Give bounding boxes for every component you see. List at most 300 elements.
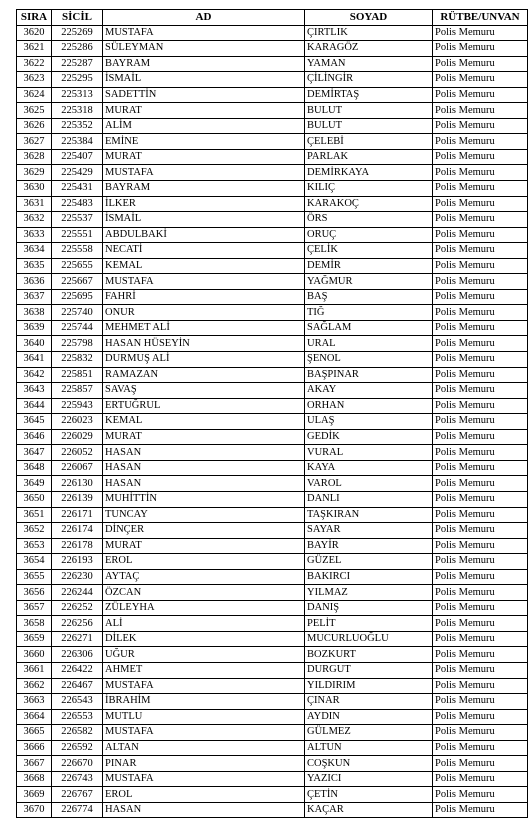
cell-sicil: 225655 [52,258,103,274]
cell-sicil: 226774 [52,802,103,818]
table-row [17,600,528,616]
cell-sicil: 226171 [52,507,103,523]
cell-sicil: 226052 [52,445,103,461]
cell-rutbe: Polis Memuru [433,305,528,321]
cell-ad: MUHİTTİN [103,491,305,507]
cell-sicil: 226592 [52,740,103,756]
cell-sicil: 226193 [52,554,103,570]
cell-rutbe: Polis Memuru [433,662,528,678]
cell-soyad: YAMAN [305,56,433,72]
cell-soyad: YILDIRIM [305,678,433,694]
cell-rutbe: Polis Memuru [433,554,528,570]
cell-sicil: 226029 [52,429,103,445]
cell-soyad: ORHAN [305,398,433,414]
cell-soyad: ÇETİN [305,787,433,803]
cell-rutbe: Polis Memuru [433,367,528,383]
cell-soyad: BULUT [305,118,433,134]
cell-sira: 3639 [17,320,52,336]
table-row [17,227,528,243]
table-row [17,740,528,756]
cell-soyad: BAKIRCI [305,569,433,585]
table-row [17,212,528,228]
cell-soyad: GÜZEL [305,554,433,570]
table-row [17,631,528,647]
cell-rutbe: Polis Memuru [433,476,528,492]
cell-sira: 3659 [17,631,52,647]
cell-rutbe: Polis Memuru [433,787,528,803]
cell-ad: BAYRAM [103,181,305,197]
cell-sicil: 226422 [52,662,103,678]
cell-soyad: YAZICI [305,771,433,787]
cell-sira: 3622 [17,56,52,72]
table-row [17,414,528,430]
cell-rutbe: Polis Memuru [433,87,528,103]
cell-sicil: 226178 [52,538,103,554]
cell-soyad: PELİT [305,616,433,632]
cell-ad: MUSTAFA [103,771,305,787]
column-header-ad: AD [103,10,305,26]
cell-sira: 3664 [17,709,52,725]
cell-sira: 3669 [17,787,52,803]
cell-sira: 3657 [17,600,52,616]
cell-soyad: URAL [305,336,433,352]
cell-sicil: 226023 [52,414,103,430]
cell-rutbe: Polis Memuru [433,320,528,336]
cell-ad: MUSTAFA [103,25,305,41]
cell-rutbe: Polis Memuru [433,445,528,461]
table-row [17,367,528,383]
cell-sira: 3651 [17,507,52,523]
table-row [17,460,528,476]
cell-soyad: KARAGÖZ [305,41,433,57]
cell-rutbe: Polis Memuru [433,694,528,710]
cell-rutbe: Polis Memuru [433,289,528,305]
cell-ad: HASAN [103,802,305,818]
cell-sicil: 226067 [52,460,103,476]
cell-soyad: AKAY [305,383,433,399]
cell-sira: 3647 [17,445,52,461]
cell-sira: 3645 [17,414,52,430]
cell-ad: DURMUŞ ALİ [103,352,305,368]
cell-ad: SADETTİN [103,87,305,103]
cell-sicil: 226543 [52,694,103,710]
cell-sicil: 225832 [52,352,103,368]
cell-sira: 3625 [17,103,52,119]
column-header-soyad: SOYAD [305,10,433,26]
cell-ad: BAYRAM [103,56,305,72]
cell-sicil: 226582 [52,725,103,741]
cell-sicil: 225943 [52,398,103,414]
column-header-rutbe: RÜTBE/UNVAN [433,10,528,26]
cell-rutbe: Polis Memuru [433,336,528,352]
cell-soyad: KARAKOÇ [305,196,433,212]
cell-sira: 3636 [17,274,52,290]
cell-sira: 3644 [17,398,52,414]
cell-ad: MUSTAFA [103,274,305,290]
cell-sicil: 225431 [52,181,103,197]
cell-sira: 3624 [17,87,52,103]
cell-ad: SAVAŞ [103,383,305,399]
cell-soyad: YAĞMUR [305,274,433,290]
cell-rutbe: Polis Memuru [433,647,528,663]
cell-sicil: 225407 [52,149,103,165]
cell-ad: EROL [103,787,305,803]
table-row [17,398,528,414]
cell-ad: MURAT [103,429,305,445]
cell-soyad: GÜLMEZ [305,725,433,741]
table-row [17,787,528,803]
cell-soyad: DURGUT [305,662,433,678]
cell-ad: KEMAL [103,258,305,274]
table-header [17,10,528,26]
cell-ad: PINAR [103,756,305,772]
cell-rutbe: Polis Memuru [433,352,528,368]
table-row [17,709,528,725]
cell-soyad: KAÇAR [305,802,433,818]
table-row [17,476,528,492]
cell-sicil: 225551 [52,227,103,243]
table-row [17,25,528,41]
cell-sira: 3668 [17,771,52,787]
cell-sira: 3666 [17,740,52,756]
cell-ad: MEHMET ALİ [103,320,305,336]
cell-sira: 3635 [17,258,52,274]
cell-soyad: DANIŞ [305,600,433,616]
table-row [17,616,528,632]
cell-soyad: KAYA [305,460,433,476]
cell-soyad: ÇİLİNGİR [305,72,433,88]
cell-sicil: 225667 [52,274,103,290]
cell-sicil: 225295 [52,72,103,88]
cell-ad: MURAT [103,538,305,554]
cell-rutbe: Polis Memuru [433,118,528,134]
cell-sira: 3660 [17,647,52,663]
cell-ad: ÖZCAN [103,585,305,601]
cell-soyad: ALTUN [305,740,433,756]
cell-sira: 3630 [17,181,52,197]
cell-soyad: TAŞKIRAN [305,507,433,523]
table-row [17,538,528,554]
cell-rutbe: Polis Memuru [433,771,528,787]
cell-rutbe: Polis Memuru [433,709,528,725]
cell-sicil: 225384 [52,134,103,150]
table-row [17,523,528,539]
cell-sira: 3663 [17,694,52,710]
table-row [17,274,528,290]
cell-sira: 3654 [17,554,52,570]
cell-ad: MUSTAFA [103,165,305,181]
cell-ad: İBRAHİM [103,694,305,710]
cell-sicil: 225287 [52,56,103,72]
cell-soyad: BAŞ [305,289,433,305]
cell-soyad: ŞENOL [305,352,433,368]
cell-sira: 3637 [17,289,52,305]
cell-sira: 3628 [17,149,52,165]
cell-ad: NECATİ [103,243,305,259]
table-row [17,383,528,399]
cell-rutbe: Polis Memuru [433,243,528,259]
cell-rutbe: Polis Memuru [433,181,528,197]
table-row [17,802,528,818]
cell-sicil: 225313 [52,87,103,103]
cell-ad: EROL [103,554,305,570]
cell-ad: HASAN [103,460,305,476]
cell-sira: 3662 [17,678,52,694]
cell-ad: AYTAÇ [103,569,305,585]
table-row [17,87,528,103]
cell-soyad: TIĞ [305,305,433,321]
cell-sicil: 225851 [52,367,103,383]
cell-rutbe: Polis Memuru [433,600,528,616]
cell-sicil: 225318 [52,103,103,119]
cell-ad: ALİM [103,118,305,134]
cell-sira: 3629 [17,165,52,181]
cell-soyad: ÇINAR [305,694,433,710]
cell-sira: 3665 [17,725,52,741]
cell-sira: 3646 [17,429,52,445]
cell-rutbe: Polis Memuru [433,740,528,756]
cell-rutbe: Polis Memuru [433,56,528,72]
cell-rutbe: Polis Memuru [433,585,528,601]
cell-sira: 3641 [17,352,52,368]
cell-soyad: VAROL [305,476,433,492]
table-row [17,134,528,150]
cell-ad: DİNÇER [103,523,305,539]
cell-soyad: MUCURLUOĞLU [305,631,433,647]
cell-sira: 3633 [17,227,52,243]
cell-sicil: 225558 [52,243,103,259]
table-row [17,72,528,88]
cell-ad: İLKER [103,196,305,212]
table-row [17,196,528,212]
cell-rutbe: Polis Memuru [433,72,528,88]
cell-sira: 3620 [17,25,52,41]
cell-soyad: SAĞLAM [305,320,433,336]
cell-soyad: ÇIRTLIK [305,25,433,41]
cell-ad: AHMET [103,662,305,678]
cell-rutbe: Polis Memuru [433,149,528,165]
cell-soyad: ORUÇ [305,227,433,243]
cell-sicil: 225857 [52,383,103,399]
table-row [17,149,528,165]
cell-rutbe: Polis Memuru [433,523,528,539]
cell-sicil: 226467 [52,678,103,694]
cell-sira: 3648 [17,460,52,476]
cell-sicil: 225483 [52,196,103,212]
table-row [17,41,528,57]
cell-sicil: 226670 [52,756,103,772]
table-row [17,258,528,274]
table-row [17,118,528,134]
table-row [17,569,528,585]
cell-soyad: ÇELEBİ [305,134,433,150]
cell-rutbe: Polis Memuru [433,491,528,507]
cell-rutbe: Polis Memuru [433,25,528,41]
cell-soyad: ULAŞ [305,414,433,430]
cell-rutbe: Polis Memuru [433,103,528,119]
cell-sira: 3658 [17,616,52,632]
cell-sira: 3640 [17,336,52,352]
table-row [17,181,528,197]
cell-soyad: BOZKURT [305,647,433,663]
cell-ad: MURAT [103,103,305,119]
cell-sicil: 226130 [52,476,103,492]
table-row [17,585,528,601]
cell-ad: TUNCAY [103,507,305,523]
cell-sira: 3643 [17,383,52,399]
cell-ad: KEMAL [103,414,305,430]
table-row [17,554,528,570]
cell-ad: ERTUĞRUL [103,398,305,414]
column-header-sira: SIRA [17,10,52,26]
cell-soyad: SAYAR [305,523,433,539]
cell-rutbe: Polis Memuru [433,196,528,212]
cell-sicil: 226256 [52,616,103,632]
cell-ad: UĞUR [103,647,305,663]
table-row [17,507,528,523]
cell-ad: ONUR [103,305,305,321]
cell-sira: 3653 [17,538,52,554]
cell-rutbe: Polis Memuru [433,258,528,274]
cell-rutbe: Polis Memuru [433,460,528,476]
table-row [17,352,528,368]
table-row [17,771,528,787]
personnel-table [16,9,528,818]
cell-rutbe: Polis Memuru [433,429,528,445]
table-row [17,445,528,461]
cell-sicil: 225286 [52,41,103,57]
cell-rutbe: Polis Memuru [433,134,528,150]
cell-ad: FAHRİ [103,289,305,305]
cell-soyad: ÇELİK [305,243,433,259]
cell-sicil: 226252 [52,600,103,616]
cell-rutbe: Polis Memuru [433,631,528,647]
cell-ad: MURAT [103,149,305,165]
cell-rutbe: Polis Memuru [433,616,528,632]
cell-sicil: 225695 [52,289,103,305]
cell-rutbe: Polis Memuru [433,569,528,585]
cell-sicil: 226230 [52,569,103,585]
table-row [17,647,528,663]
cell-rutbe: Polis Memuru [433,802,528,818]
table-row [17,678,528,694]
cell-sicil: 226553 [52,709,103,725]
cell-ad: ABDULBAKİ [103,227,305,243]
cell-rutbe: Polis Memuru [433,756,528,772]
table-row [17,694,528,710]
cell-sicil: 225269 [52,25,103,41]
header-row [17,10,528,26]
table-row [17,243,528,259]
cell-sicil: 226174 [52,523,103,539]
table-row [17,56,528,72]
cell-ad: HASAN [103,445,305,461]
cell-sicil: 226306 [52,647,103,663]
cell-sira: 3632 [17,212,52,228]
cell-ad: MUSTAFA [103,725,305,741]
cell-sira: 3634 [17,243,52,259]
table-row [17,336,528,352]
cell-ad: DİLEK [103,631,305,647]
cell-sicil: 226271 [52,631,103,647]
cell-sira: 3667 [17,756,52,772]
cell-ad: HASAN HÜSEYİN [103,336,305,352]
cell-rutbe: Polis Memuru [433,165,528,181]
cell-rutbe: Polis Memuru [433,398,528,414]
cell-soyad: GEDİK [305,429,433,445]
cell-sicil: 226767 [52,787,103,803]
cell-ad: ALTAN [103,740,305,756]
cell-soyad: DANLI [305,491,433,507]
cell-ad: ALİ [103,616,305,632]
cell-ad: EMİNE [103,134,305,150]
cell-sicil: 226244 [52,585,103,601]
cell-rutbe: Polis Memuru [433,725,528,741]
cell-sira: 3650 [17,491,52,507]
table-row [17,289,528,305]
cell-sira: 3655 [17,569,52,585]
cell-soyad: BULUT [305,103,433,119]
table-row [17,165,528,181]
cell-sicil: 225744 [52,320,103,336]
table-row [17,429,528,445]
cell-sira: 3626 [17,118,52,134]
cell-ad: ZÜLEYHA [103,600,305,616]
cell-sicil: 226139 [52,491,103,507]
cell-sira: 3627 [17,134,52,150]
cell-sira: 3631 [17,196,52,212]
cell-rutbe: Polis Memuru [433,41,528,57]
cell-soyad: AYDIN [305,709,433,725]
cell-sicil: 225352 [52,118,103,134]
cell-sira: 3638 [17,305,52,321]
cell-sira: 3621 [17,41,52,57]
cell-rutbe: Polis Memuru [433,678,528,694]
cell-sira: 3656 [17,585,52,601]
cell-ad: MUTLU [103,709,305,725]
cell-sicil: 225429 [52,165,103,181]
cell-soyad: ÖRS [305,212,433,228]
cell-rutbe: Polis Memuru [433,274,528,290]
cell-ad: RAMAZAN [103,367,305,383]
cell-soyad: BAYİR [305,538,433,554]
cell-sira: 3670 [17,802,52,818]
table-row [17,662,528,678]
table-row [17,305,528,321]
cell-rutbe: Polis Memuru [433,227,528,243]
cell-sicil: 225798 [52,336,103,352]
table-body [17,25,528,818]
cell-rutbe: Polis Memuru [433,538,528,554]
cell-rutbe: Polis Memuru [433,414,528,430]
cell-sira: 3652 [17,523,52,539]
cell-sira: 3649 [17,476,52,492]
table-row [17,756,528,772]
cell-ad: SÜLEYMAN [103,41,305,57]
cell-ad: İSMAİL [103,72,305,88]
cell-sira: 3661 [17,662,52,678]
cell-sicil: 226743 [52,771,103,787]
cell-sicil: 225740 [52,305,103,321]
cell-soyad: KILIÇ [305,181,433,197]
table-row [17,320,528,336]
cell-soyad: BAŞPINAR [305,367,433,383]
cell-soyad: DEMİR [305,258,433,274]
cell-soyad: COŞKUN [305,756,433,772]
cell-soyad: PARLAK [305,149,433,165]
cell-soyad: DEMİRKAYA [305,165,433,181]
cell-ad: İSMAİL [103,212,305,228]
